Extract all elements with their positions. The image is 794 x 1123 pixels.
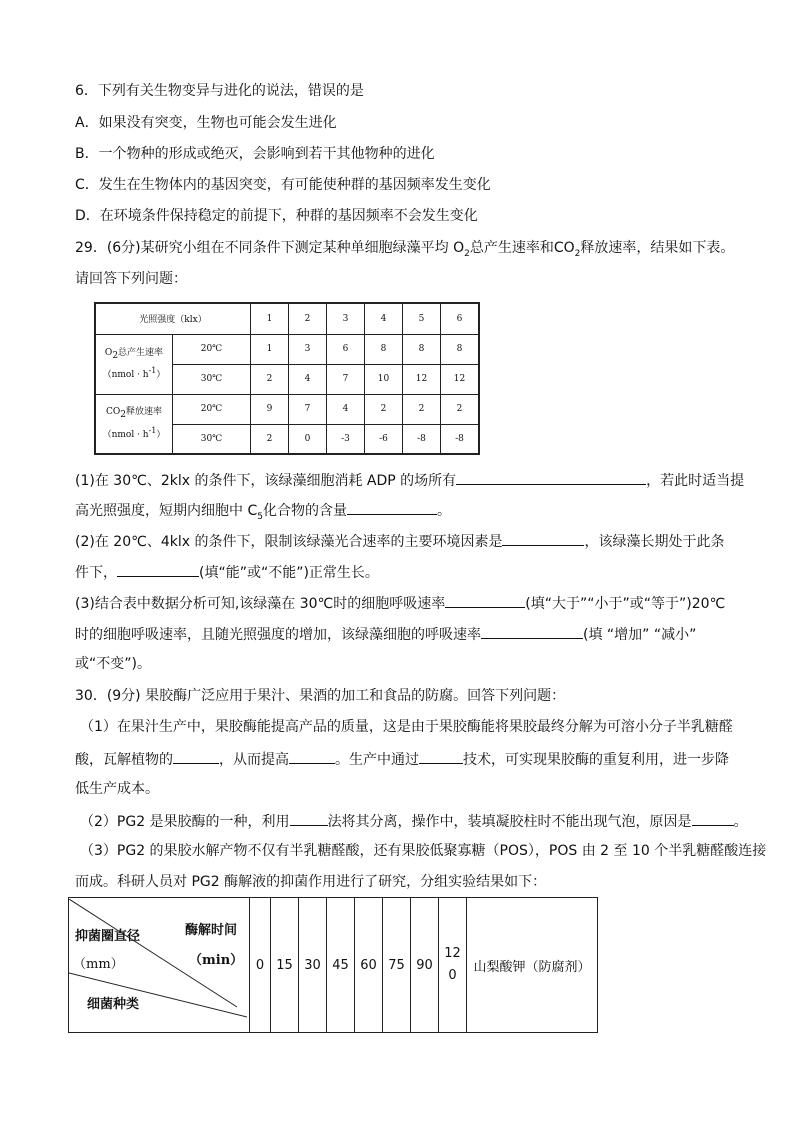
t1-cell: -3 <box>327 424 365 454</box>
t1-cell: 2 <box>251 424 289 454</box>
t2-time-120: 12 0 <box>439 898 467 1033</box>
t1-cell: -8 <box>441 424 480 454</box>
t1-temp: 20℃ <box>173 394 251 424</box>
t1-cell: 7 <box>289 394 327 424</box>
q29-part2-line2: 件下， (填“能”或“不能”)正常生长。 <box>75 561 379 583</box>
t1-cell: 9 <box>251 394 289 424</box>
t1-cell: 12 <box>403 364 441 394</box>
q29-part1-line2: 高光照强度，短期内细胞中 $C_5$化合物的含量 。 <box>75 499 451 527</box>
t1-col: 3 <box>327 303 365 334</box>
t1-co2-label: $CO_2$释放速率 （nmol · $h^{-1}$） <box>95 394 173 454</box>
t2-diag-bottom: 细菌种类 <box>87 996 140 1012</box>
t1-cell: 8 <box>441 334 480 364</box>
t1-cell: 2 <box>441 394 480 424</box>
q30-data-table <box>68 897 598 1033</box>
q29-data-table <box>94 302 480 455</box>
t1-cell: 12 <box>441 364 480 394</box>
t1-cell: 8 <box>365 334 403 364</box>
q30-part2: （2）PG2 是果胶酶的一种，利用 法将其分离，操作中，装填凝胶柱时不能出现气泡，原因是 。 <box>80 810 748 832</box>
q29-stem-line2: 请回答下列问题： <box>75 271 187 287</box>
t1-temp: 20℃ <box>173 334 251 364</box>
t2-time: 75 <box>383 898 411 1033</box>
q29-stem: 29．(6分)某研究小组在不同条件下测定某种单细胞绿藻平均 $O_2$总产生速率和$CO_2$释放速率，结果如下表。 <box>75 240 735 259</box>
q29-part3-line2: 时的细胞呼吸速率，且随光照强度的增加，该绿藻细胞的呼吸速率 (填 “增加” “减小” <box>75 623 696 645</box>
t2-time: 15 <box>271 898 299 1033</box>
t2-time: 45 <box>327 898 355 1033</box>
t2-time: 0 <box>250 898 271 1033</box>
q6-option-c: C．发生在生物体内的基因突变，有可能使种群的基因频率发生变化 <box>75 177 491 193</box>
t2-last-col: 山梨酸钾（防腐剂） <box>467 898 598 1033</box>
t1-temp: 30℃ <box>173 364 251 394</box>
t2-diag-min: （min） <box>189 952 244 968</box>
t1-cell: 0 <box>289 424 327 454</box>
t1-cell: 8 <box>403 334 441 364</box>
t1-col: 6 <box>441 303 480 334</box>
t2-time: 60 <box>355 898 383 1033</box>
t1-cell: -6 <box>365 424 403 454</box>
t2-diagonal-header <box>69 898 250 1033</box>
t1-cell: 4 <box>327 394 365 424</box>
t1-temp: 30℃ <box>173 424 251 454</box>
t1-o2-label: $O_2$总产生速率 （nmol · $h^{-1}$） <box>95 334 173 394</box>
q29-part3-line1: (3)结合表中数据分析可知,该绿藻在 30℃时的细胞呼吸速率 (填“大于”“小于”或“等于”)20℃ <box>75 592 725 614</box>
q30-part1-line1: （1）在果汁生产中，果胶酶能提高产品的质量，这是由于果胶酶能将果胶最终分解为可溶小分子半乳糖醛 <box>80 719 733 735</box>
t1-col: 5 <box>403 303 441 334</box>
q29-part3-line3: 或“不变”)。 <box>75 656 151 672</box>
q6-stem: 6．下列有关生物变异与进化的说法，错误的是 <box>75 83 364 99</box>
t1-cell: 3 <box>289 334 327 364</box>
t1-header-label: 光照强度（klx） <box>95 303 251 334</box>
t1-cell: 1 <box>251 334 289 364</box>
q29-part1-line1: (1)在 30℃、2klx 的条件下，该绿藻细胞消耗 ADP 的场所有 ，若此时适当提 <box>75 469 744 491</box>
t2-diag-top: 抑菌圈直径 <box>75 928 141 944</box>
q30-part1-line2: 酸，瓦解植物的 ，从而提高 。生产中通过 技术，可实现果胶酶的重复利用，进一步降 <box>75 748 729 770</box>
q30-stem: 30．(9分) 果胶酶广泛应用于果汁、果酒的加工和食品的防腐。回答下列问题： <box>75 688 566 704</box>
t2-time: 90 <box>411 898 439 1033</box>
t1-cell: 7 <box>327 364 365 394</box>
t1-col: 4 <box>365 303 403 334</box>
t2-diag-enzyme: 酶解时间 <box>185 922 238 938</box>
t2-time: 30 <box>299 898 327 1033</box>
q6-option-d: D．在环境条件保持稳定的前提下，种群的基因频率不会发生变化 <box>75 208 478 224</box>
q6-option-b: B．一个物种的形成或绝灭，会影响到若干其他物种的进化 <box>75 146 435 162</box>
q30-part3-line2: 而成。科研人员对 PG2 酶解液的抑菌作用进行了研究，分组实验结果如下： <box>75 874 547 890</box>
t1-col: 2 <box>289 303 327 334</box>
q6-option-a: A．如果没有突变，生物也可能会发生进化 <box>75 115 337 131</box>
t2-diag-mm: （mm） <box>73 956 124 972</box>
t1-cell: -8 <box>403 424 441 454</box>
t1-cell: 2 <box>403 394 441 424</box>
t1-cell: 6 <box>327 334 365 364</box>
t1-cell: 10 <box>365 364 403 394</box>
q30-part1-line3: 低生产成本。 <box>75 781 159 797</box>
t1-col: 1 <box>251 303 289 334</box>
t1-cell: 2 <box>365 394 403 424</box>
t1-cell: 2 <box>251 364 289 394</box>
q29-part2-line1: (2)在 20℃、4klx 的条件下，限制该绿藻光合速率的主要环境因素是 ，该绿藻长期处于此条 <box>75 530 724 552</box>
q30-part3-line1: （3）PG2 的果胶水解产物不仅有半乳糖醛酸，还有果胶低聚寡糖（POS），POS 由 2 至 10 个半乳糖醛酸连接 <box>80 843 767 859</box>
t1-cell: 4 <box>289 364 327 394</box>
